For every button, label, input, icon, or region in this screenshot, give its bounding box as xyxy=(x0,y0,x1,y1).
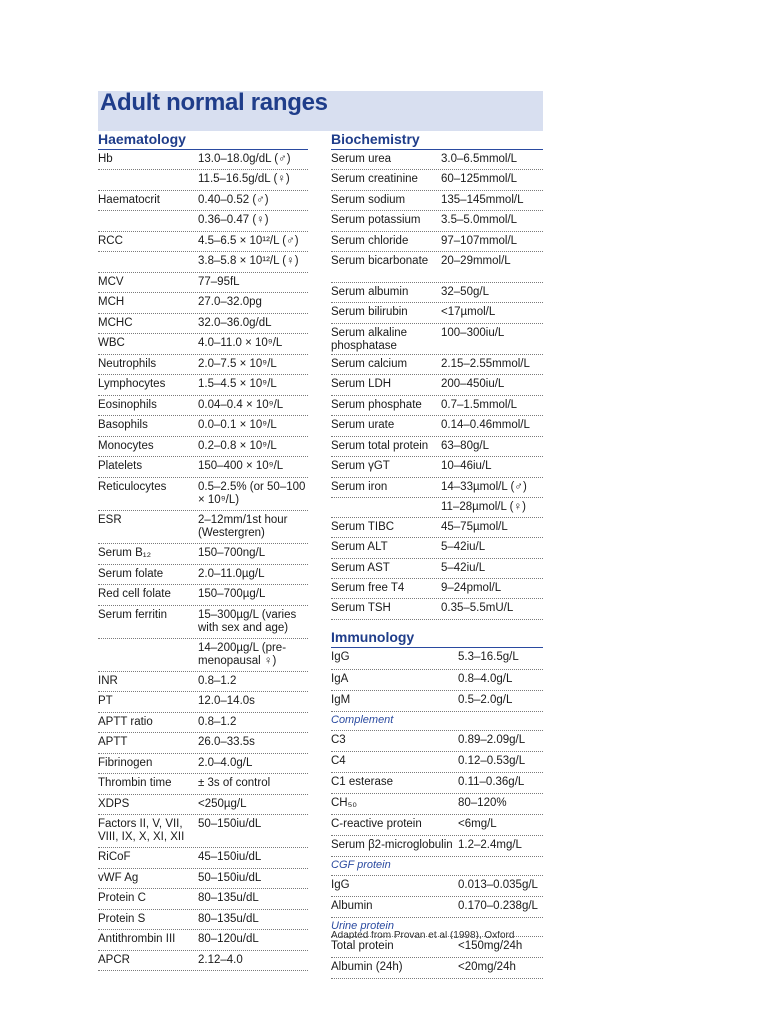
reference-range: 0.89–2.09g/L xyxy=(458,734,526,746)
test-name: APTT xyxy=(98,736,128,748)
reference-range: 80–120% xyxy=(458,797,507,809)
table-row xyxy=(98,930,308,951)
table-row xyxy=(331,958,543,979)
reference-range: 0.2–0.8 × 10⁹/L xyxy=(198,440,277,452)
reference-range: 27.0–32.0pg xyxy=(198,296,262,308)
reference-range: 45–75µmol/L xyxy=(441,521,508,533)
table-row xyxy=(331,773,543,794)
reference-range: 14–33µmol/L (♂) xyxy=(441,481,527,493)
test-name: Serum γGT xyxy=(331,460,390,472)
table-row xyxy=(331,232,543,252)
test-name: APCR xyxy=(98,954,130,966)
test-name: Reticulocytes xyxy=(98,481,167,493)
test-name: APTT ratio xyxy=(98,716,153,728)
table-row xyxy=(331,191,543,211)
test-name xyxy=(98,170,198,190)
haematology-table xyxy=(98,150,308,971)
table-row xyxy=(331,836,543,857)
reference-range: 15–300µg/L (varies with sex and age) xyxy=(198,609,297,634)
reference-range: 5–42iu/L xyxy=(441,541,486,553)
reference-range: 63–80g/L xyxy=(441,440,489,452)
table-row xyxy=(98,334,308,355)
table-row xyxy=(331,252,543,283)
reference-range: <6mg/L xyxy=(458,818,497,830)
table-row xyxy=(331,579,543,599)
test-name: Serum phosphate xyxy=(331,399,422,411)
reference-range: 80–135u/dL xyxy=(198,892,259,904)
test-name: ESR xyxy=(98,514,122,526)
reference-range: 150–400 × 10⁹/L xyxy=(198,460,284,472)
haematology-section xyxy=(98,130,308,971)
table-row xyxy=(331,375,543,396)
table-row xyxy=(98,544,308,565)
test-name: CH₅₀ xyxy=(331,797,358,809)
reference-range: 2.15–2.55mmol/L xyxy=(441,358,530,370)
test-name xyxy=(98,639,198,671)
reference-range: <150mg/24h xyxy=(458,940,523,952)
test-name: Serum total protein xyxy=(331,440,429,452)
footnote: Adapted from Provan et al (1998), Oxford xyxy=(331,931,515,939)
test-name: MCHC xyxy=(98,317,133,329)
reference-range: 3.0–6.5mmol/L xyxy=(441,153,518,165)
test-name: MCH xyxy=(98,296,125,308)
table-row xyxy=(331,897,543,918)
table-row xyxy=(331,437,543,457)
reference-range: 150–700ng/L xyxy=(198,547,266,559)
table-row xyxy=(98,951,308,971)
test-name: Serum LDH xyxy=(331,378,392,390)
table-row xyxy=(331,815,543,836)
table-row xyxy=(331,457,543,478)
test-name: Neutrophils xyxy=(98,358,157,370)
test-name xyxy=(331,498,441,517)
reference-range: 32.0–36.0g/dL xyxy=(198,317,272,329)
test-name: Lymphocytes xyxy=(98,378,166,390)
table-row xyxy=(98,416,308,437)
table-row xyxy=(98,211,308,232)
table-row xyxy=(331,170,543,191)
test-name: C1 esterase xyxy=(331,776,394,788)
table-row xyxy=(331,559,543,579)
test-name: Serum TIBC xyxy=(331,521,395,533)
sub-heading: Urine protein xyxy=(331,918,543,937)
table-row xyxy=(331,396,543,416)
reference-range: 0.35–5.5mU/L xyxy=(441,602,514,614)
reference-range: 80–120u/dL xyxy=(198,933,259,945)
table-row xyxy=(331,518,543,538)
table-row xyxy=(98,692,308,713)
test-name: Serum chloride xyxy=(331,235,409,247)
immunology-table xyxy=(331,648,543,979)
reference-range: 50–150iu/dL xyxy=(198,872,262,884)
immunology-heading: Immunology xyxy=(331,628,543,648)
reference-range: 135–145mmol/L xyxy=(441,194,524,206)
reference-range: <17µmol/L xyxy=(441,306,496,318)
table-row xyxy=(331,283,543,303)
reference-range: 45–150iu/dL xyxy=(198,851,262,863)
test-name: Serum β2-microglobulin xyxy=(331,839,453,851)
reference-range: 2.12–4.0 xyxy=(198,954,243,966)
reference-range: 0.8–4.0g/L xyxy=(458,673,513,685)
reference-range: 20–29mmol/L xyxy=(441,255,511,267)
reference-range: 5.3–16.5g/L xyxy=(458,651,519,663)
table-row xyxy=(98,293,308,314)
biochemistry-heading: Biochemistry xyxy=(331,130,543,150)
table-row xyxy=(331,416,543,437)
table-row xyxy=(98,889,308,910)
table-row xyxy=(331,538,543,559)
page-title: Adult normal ranges xyxy=(100,89,328,116)
table-row xyxy=(331,691,543,712)
reference-range: 3.5–5.0mmol/L xyxy=(441,214,518,226)
haematology-heading: Haematology xyxy=(98,130,308,150)
test-name: RiCoF xyxy=(98,851,131,863)
table-row xyxy=(331,498,543,518)
test-name: Serum creatinine xyxy=(331,173,418,185)
test-name: Serum ALT xyxy=(331,541,388,553)
test-name: C3 xyxy=(331,734,346,746)
reference-range: 9–24pmol/L xyxy=(441,582,502,594)
reference-range: 97–107mmol/L xyxy=(441,235,518,247)
table-row xyxy=(98,273,308,293)
test-name: Serum calcium xyxy=(331,358,408,370)
reference-range: 0.013–0.035g/L xyxy=(458,879,538,891)
table-row xyxy=(331,599,543,620)
reference-range: 10–46iu/L xyxy=(441,460,492,472)
reference-range: 0.04–0.4 × 10⁹/L xyxy=(198,399,284,411)
table-row xyxy=(98,170,308,191)
reference-range: 200–450iu/L xyxy=(441,378,505,390)
reference-range: 12.0–14.0s xyxy=(198,695,255,707)
reference-range: 2.0–11.0µg/L xyxy=(198,568,265,580)
test-name: Albumin (24h) xyxy=(331,961,403,973)
test-name: Serum alkaline phosphatase xyxy=(331,327,408,352)
reference-range: 0.0–0.1 × 10⁹/L xyxy=(198,419,277,431)
table-row xyxy=(98,375,308,396)
table-row xyxy=(98,639,308,672)
table-row xyxy=(331,794,543,815)
table-row xyxy=(98,585,308,606)
test-name: Serum albumin xyxy=(331,286,409,298)
reference-range: 0.5–2.5% (or 50–100 × 10⁹/L) xyxy=(198,481,306,506)
table-row xyxy=(331,150,543,170)
test-name: IgM xyxy=(331,694,351,706)
table-row xyxy=(98,252,308,273)
sub-heading: Complement xyxy=(331,712,543,731)
test-name: MCV xyxy=(98,276,124,288)
table-row xyxy=(98,672,308,692)
table-row xyxy=(331,731,543,752)
table-row xyxy=(98,795,308,815)
test-name: Serum bilirubin xyxy=(331,306,408,318)
table-row xyxy=(98,774,308,795)
reference-range: 3.8–5.8 × 10¹²/L (♀) xyxy=(198,255,299,267)
test-name: RCC xyxy=(98,235,123,247)
test-name: IgG xyxy=(331,651,350,663)
reference-range: 80–135u/dL xyxy=(198,913,259,925)
test-name xyxy=(98,211,198,231)
reference-range: 0.5–2.0g/L xyxy=(458,694,513,706)
reference-range: 1.5–4.5 × 10⁹/L xyxy=(198,378,277,390)
reference-range: 4.0–11.0 × 10⁹/L xyxy=(198,337,283,349)
table-row xyxy=(331,478,543,498)
reference-range: 1.2–2.4mg/L xyxy=(458,839,522,851)
test-name: Protein S xyxy=(98,913,146,925)
test-name: Serum bicarbonate xyxy=(331,255,429,267)
sub-heading: CGF protein xyxy=(331,857,543,876)
test-name: Thrombin time xyxy=(98,777,172,789)
reference-range: <20mg/24h xyxy=(458,961,516,973)
reference-range: 2.0–7.5 × 10⁹/L xyxy=(198,358,277,370)
test-name: WBC xyxy=(98,337,125,349)
table-row xyxy=(331,324,543,355)
table-row xyxy=(98,713,308,733)
reference-range: 50–150iu/dL xyxy=(198,818,262,830)
table-row xyxy=(98,396,308,416)
test-name: Basophils xyxy=(98,419,148,431)
table-row xyxy=(98,606,308,639)
test-name: Serum B₁₂ xyxy=(98,547,152,559)
test-name: Serum urea xyxy=(331,153,392,165)
table-row xyxy=(331,211,543,232)
table-row xyxy=(98,910,308,930)
reference-range: 2–12mm/1st hour (Westergren) xyxy=(198,514,288,539)
right-column xyxy=(331,130,543,979)
reference-range: 0.7–1.5mmol/L xyxy=(441,399,518,411)
test-name: C-reactive protein xyxy=(331,818,422,830)
reference-range: 150–700µg/L xyxy=(198,588,266,600)
reference-range: 100–300iu/L xyxy=(441,327,505,339)
table-row xyxy=(331,355,543,375)
reference-range: 14–200µg/L (pre-menopausal ♀) xyxy=(198,642,287,667)
test-name: IgA xyxy=(331,673,349,685)
table-row xyxy=(98,733,308,754)
table-row xyxy=(331,670,543,691)
reference-range: 26.0–33.5s xyxy=(198,736,255,748)
test-name: XDPS xyxy=(98,798,130,810)
reference-range: 11.5–16.5g/dL (♀) xyxy=(198,173,290,185)
test-name: Haematocrit xyxy=(98,194,160,206)
table-row xyxy=(98,191,308,211)
test-name: Monocytes xyxy=(98,440,154,452)
reference-range: 77–95fL xyxy=(198,276,240,288)
test-name: IgG xyxy=(331,879,350,891)
test-name: Albumin xyxy=(331,900,373,912)
test-name: Protein C xyxy=(98,892,146,904)
test-name: Platelets xyxy=(98,460,143,472)
test-name: Serum folate xyxy=(98,568,164,580)
test-name: INR xyxy=(98,675,118,687)
test-name: vWF Ag xyxy=(98,872,139,884)
table-row xyxy=(98,511,308,544)
test-name: Hb xyxy=(98,153,113,165)
test-name: Serum free T4 xyxy=(331,582,405,594)
test-name: PT xyxy=(98,695,113,707)
test-name: Serum TSH xyxy=(331,602,391,614)
reference-range: 0.14–0.46mmol/L xyxy=(441,419,530,431)
reference-range: 0.8–1.2 xyxy=(198,675,237,687)
reference-range: 0.8–1.2 xyxy=(198,716,237,728)
test-name: Eosinophils xyxy=(98,399,157,411)
test-name xyxy=(98,252,198,272)
table-row xyxy=(98,848,308,869)
reference-range: 60–125mmol/L xyxy=(441,173,518,185)
table-row xyxy=(331,876,543,897)
table-row xyxy=(98,478,308,511)
test-name: Red cell folate xyxy=(98,588,171,600)
reference-range: 0.12–0.53g/L xyxy=(458,755,526,767)
table-row xyxy=(98,232,308,252)
reference-range: 0.36–0.47 (♀) xyxy=(198,214,269,226)
test-name: Serum iron xyxy=(331,481,388,493)
test-name: Serum sodium xyxy=(331,194,406,206)
test-name: Serum AST xyxy=(331,562,390,574)
reference-range: ± 3s of control xyxy=(198,777,271,789)
table-row xyxy=(331,648,543,670)
test-name: Fibrinogen xyxy=(98,757,153,769)
reference-range: <250µg/L xyxy=(198,798,247,810)
test-name: C4 xyxy=(331,755,346,767)
reference-range: 13.0–18.0g/dL (♂) xyxy=(198,153,291,165)
table-row xyxy=(98,437,308,457)
reference-range: 0.11–0.36g/L xyxy=(458,776,525,788)
table-row xyxy=(98,355,308,375)
table-row xyxy=(331,303,543,324)
table-row xyxy=(98,869,308,889)
test-name: Total protein xyxy=(331,940,394,952)
reference-range: 11–28µmol/L (♀) xyxy=(441,501,526,513)
test-name: Serum urate xyxy=(331,419,395,431)
table-row xyxy=(98,150,308,170)
test-name: Antithrombin III xyxy=(98,933,176,945)
reference-range: 0.170–0.238g/L xyxy=(458,900,538,912)
table-row xyxy=(98,754,308,774)
table-row xyxy=(98,815,308,848)
test-name: Serum potassium xyxy=(331,214,421,226)
reference-range: 5–42iu/L xyxy=(441,562,486,574)
table-row xyxy=(98,457,308,478)
reference-range: 0.40–0.52 (♂) xyxy=(198,194,269,206)
biochemistry-table xyxy=(331,150,543,620)
test-name: Factors II, V, VII, VIII, IX, X, XI, XII xyxy=(98,818,185,843)
reference-range: 4.5–6.5 × 10¹²/L (♂) xyxy=(198,235,299,247)
reference-range: 2.0–4.0g/L xyxy=(198,757,253,769)
test-name: Serum ferritin xyxy=(98,609,168,621)
table-row xyxy=(331,937,543,958)
table-row xyxy=(98,314,308,334)
table-row xyxy=(98,565,308,585)
reference-range: 32–50g/L xyxy=(441,286,489,298)
table-row xyxy=(331,752,543,773)
